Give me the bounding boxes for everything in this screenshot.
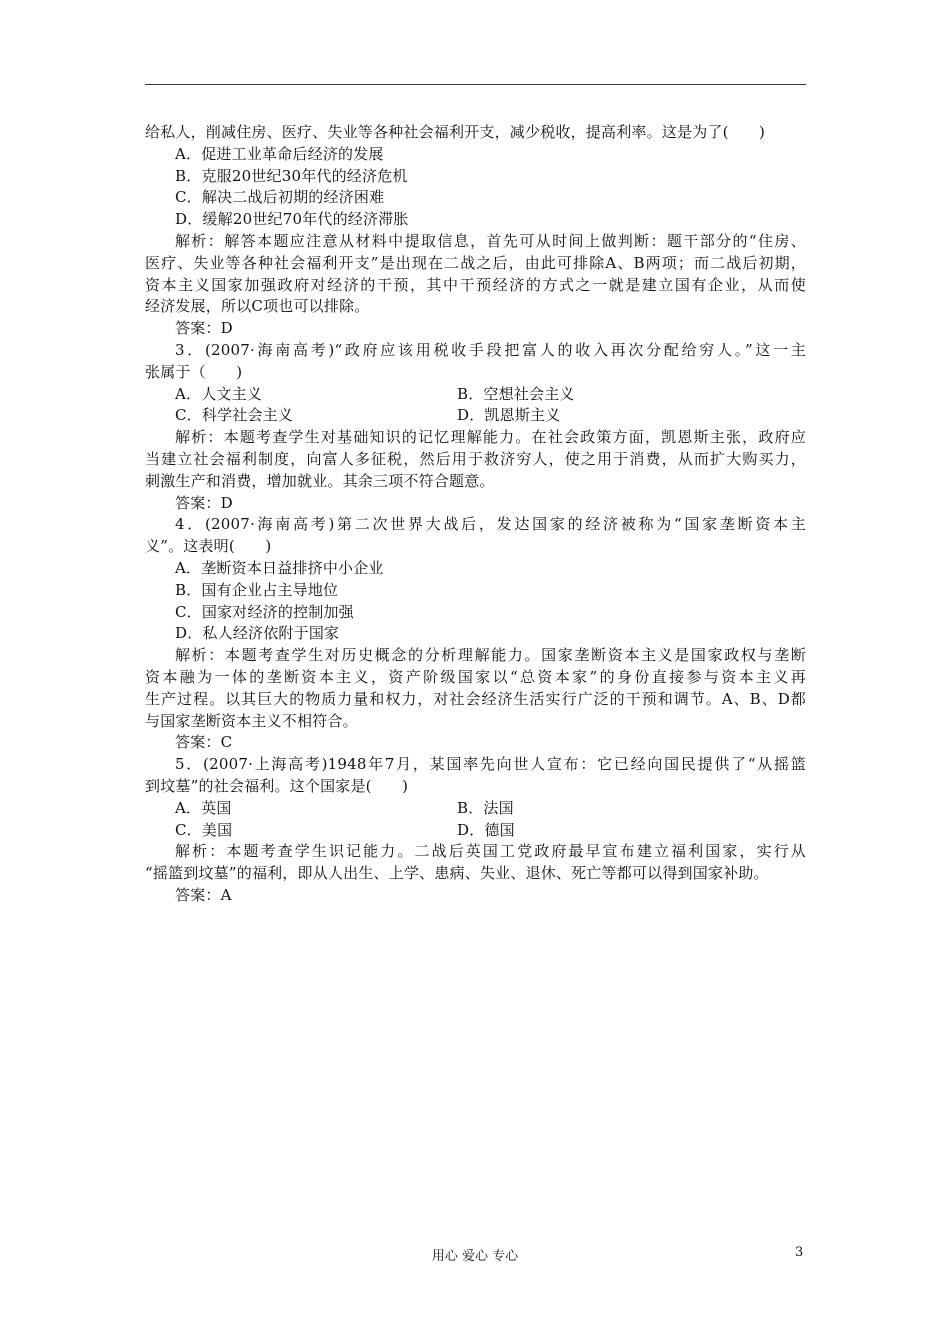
page-content bbox=[145, 122, 806, 907]
q4-analysis-line: 生产过程。以其巨大的物质力量和权力，对社会经济生活实行广泛的干预和调节。A、B、D都 bbox=[145, 689, 806, 708]
q4-answer: 答案：C bbox=[175, 733, 233, 752]
q2-option-c: C．解决二战后初期的经济困难 bbox=[175, 188, 385, 207]
q2-analysis-line: 资本主义国家加强政府对经济的干预，其中干预经济的方式之一就是建立国有企业，从而使 bbox=[145, 275, 806, 294]
q3-analysis-line: 当建立社会福利制度，向富人多征税，然后用于救济穷人，使之用于消费，从而扩大购买力， bbox=[145, 449, 806, 468]
q5-option-a: A．英国 bbox=[175, 798, 232, 817]
q3-analysis-line: 刺激生产和消费，增加就业。其余三项不符合题意。 bbox=[145, 471, 495, 490]
q5-options-row bbox=[145, 820, 806, 842]
q4-stem-line: 义”。这表明( ) bbox=[145, 537, 272, 556]
q4-option-c: C．国家对经济的控制加强 bbox=[175, 602, 354, 621]
q2-stem-tail: 给私人，削减住房、医疗、失业等各种社会福利开支，减少税收，提高利率。这是为了( ) bbox=[145, 123, 766, 141]
q3-option-b: B．空想社会主义 bbox=[457, 384, 575, 403]
q2-option-b: B．克服20世纪30年代的经济危机 bbox=[175, 166, 408, 185]
q3-stem-line: 张属于（ ) bbox=[145, 362, 243, 381]
header-rule bbox=[145, 84, 806, 85]
q3-analysis-line: 解析：本题考查学生对基础知识的记忆理解能力。在社会政策方面，凯恩斯主张，政府应 bbox=[175, 428, 806, 447]
footer-motto: 用心 爱心 专心 bbox=[431, 1249, 519, 1264]
q2-analysis-line: 经济发展，所以C项也可以排除。 bbox=[145, 297, 370, 316]
page-number: 3 bbox=[795, 1245, 804, 1260]
q5-option-d: D．德国 bbox=[457, 820, 515, 839]
q2-option-a: A．促进工业革命后经济的发展 bbox=[175, 144, 384, 163]
q4-option-b: B．国有企业占主导地位 bbox=[175, 580, 339, 599]
q4-analysis-line: 资本融为一体的垄断资本主义，资产阶级国家以“总资本家”的身份直接参与资本主义再 bbox=[145, 667, 806, 686]
q5-option-c: C．美国 bbox=[175, 820, 233, 839]
q2-answer: 答案：D bbox=[175, 319, 233, 338]
q3-option-c: C．科学社会主义 bbox=[175, 406, 294, 425]
q4-option-d: D．私人经济依附于国家 bbox=[175, 624, 340, 643]
q4-analysis-line: 解析：本题考查学生对历史概念的分析理解能力。国家垄断资本主义是国家政权与垄断 bbox=[175, 646, 806, 665]
q4-option-a: A．垄断资本日益排挤中小企业 bbox=[175, 558, 384, 577]
q3-option-d: D．凯恩斯主义 bbox=[457, 406, 561, 425]
q5-options-row bbox=[145, 798, 806, 820]
q5-stem-line: 5．(2007·上海高考)1948年7月，某国率先向世人宣布：它已经向国民提供了“从摇篮 bbox=[175, 755, 806, 774]
q2-option-d: D．缓解20世纪70年代的经济滞胀 bbox=[175, 210, 409, 229]
q5-analysis-line: “摇篮到坟墓”的福利，即从人出生、上学、患病、失业、退休、死亡等都可以得到国家补助。 bbox=[145, 864, 769, 883]
q4-stem-line: 4．(2007·海南高考)第二次世界大战后，发达国家的经济被称为“国家垄断资本主 bbox=[175, 515, 806, 534]
q2-analysis-line: 解析：解答本题应注意从材料中提取信息，首先可从时间上做判断：题干部分的“住房、 bbox=[175, 231, 806, 250]
q3-stem-line: 3．(2007·海南高考)“政府应该用税收手段把富人的收入再次分配给穷人。”这一主 bbox=[175, 340, 806, 359]
q3-options-row bbox=[145, 405, 806, 427]
q4-analysis-line: 与国家垄断资本主义不相符合。 bbox=[145, 711, 358, 730]
q3-answer: 答案：D bbox=[175, 493, 233, 512]
q2-analysis-line: 医疗、失业等各种社会福利开支”是出现在二战之后，由此可排除A、B两项；而二战后初期， bbox=[145, 253, 806, 272]
q3-option-a: A．人文主义 bbox=[175, 384, 263, 403]
q3-options-row bbox=[145, 384, 806, 406]
q5-option-b: B．法国 bbox=[457, 798, 514, 817]
q5-stem-line: 到坟墓”的社会福利。这个国家是( ) bbox=[145, 776, 409, 795]
q5-analysis-line: 解析：本题考查学生识记能力。二战后英国工党政府最早宣布建立福利国家，实行从 bbox=[175, 842, 806, 861]
q5-answer: 答案：A bbox=[175, 885, 232, 904]
